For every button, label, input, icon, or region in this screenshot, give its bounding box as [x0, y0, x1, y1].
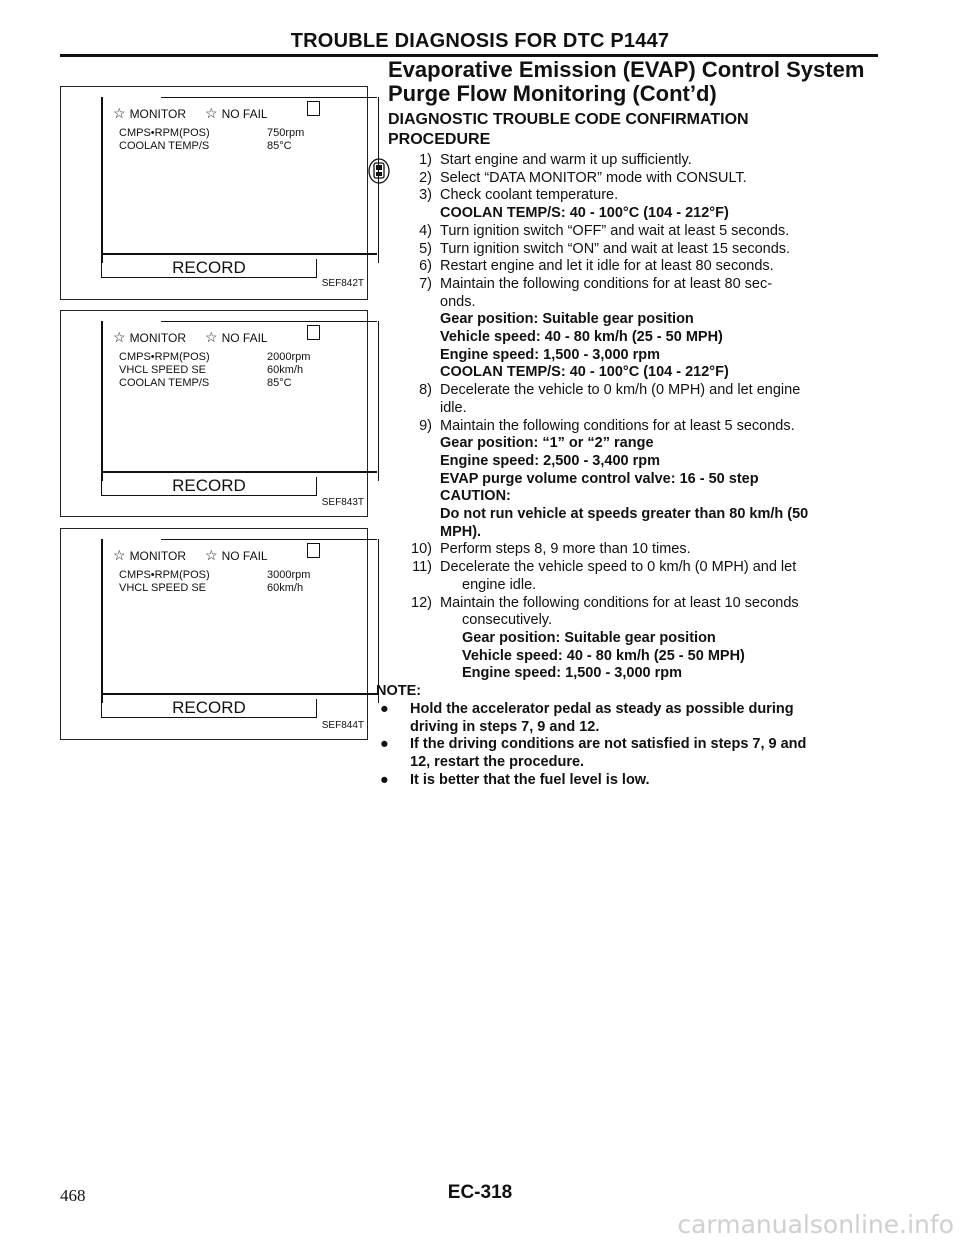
step-2 [388, 170, 888, 188]
step-10 [388, 541, 888, 559]
star-icon: ☆ [113, 329, 126, 345]
item-name: COOLAN TEMP/S [119, 377, 210, 389]
consult-screen-panel-1 [60, 86, 368, 300]
condition-engine-speed: Engine speed: 1,500 - 3,000 rpm [462, 665, 683, 682]
step-number: 4) [419, 222, 432, 239]
page-number: 468 [60, 1186, 86, 1205]
page-code: EC-318 [447, 1182, 513, 1203]
condition-gear: Gear position: Suitable gear position [462, 629, 716, 646]
star-icon: ☆ [205, 105, 218, 121]
consult-tester-icon [368, 158, 390, 184]
step-number: 11) [412, 559, 432, 576]
data-monitor-table [119, 351, 319, 390]
star-icon: ☆ [205, 329, 218, 345]
record-line [101, 253, 377, 255]
step-6 [388, 258, 888, 276]
data-monitor-table [119, 569, 319, 595]
screen-top-line [161, 321, 377, 322]
condition-gear: Gear position: “1” or “2” range [440, 435, 654, 452]
procedure-title [388, 110, 868, 150]
star-icon: ☆ [113, 547, 126, 563]
table-row [119, 364, 319, 377]
step-3 [388, 187, 888, 205]
step-text: Maintain the following conditions for at least 80 sec- [440, 275, 773, 292]
monitor-row [113, 105, 268, 122]
table-row [119, 140, 319, 153]
step-12 [388, 595, 888, 613]
section-title-line2: Purge Flow Monitoring (Cont’d) [388, 81, 717, 106]
step-number: 12) [411, 594, 432, 611]
condition-vehicle-speed: Vehicle speed: 40 - 80 km/h (25 - 50 MPH) [440, 329, 723, 346]
item-name: CMPS•RPM(POS) [119, 127, 210, 139]
record-line [101, 693, 377, 695]
page-header-title: TROUBLE DIAGNOSIS FOR DTC P1447 [290, 30, 670, 52]
monitor-row [113, 547, 268, 564]
note-bullet-2-cont: 12, restart the procedure. [410, 753, 585, 770]
step-text: Perform steps 8, 9 more than 10 times. [440, 541, 691, 558]
step-9 [388, 418, 888, 436]
note-bullet-1-cont: driving in steps 7, 9 and 12. [410, 718, 600, 735]
consult-screen-panel-3 [60, 528, 368, 740]
procedure-steps [376, 152, 888, 789]
procedure-title-line1: DIAGNOSTIC TROUBLE CODE CONFIRMATION [388, 111, 749, 128]
step-7 [388, 276, 888, 294]
step-text: Turn ignition switch “ON” and wait at least 15 seconds. [440, 240, 791, 257]
checkbox-icon [307, 543, 320, 558]
step-8-cont: idle. [440, 399, 467, 416]
monitor-label: MONITOR [129, 107, 187, 121]
star-icon: ☆ [205, 547, 218, 563]
step-text: Start engine and warm it up sufficiently. [440, 152, 692, 168]
step-3-condition: COOLAN TEMP/S: 40 - 100°C (104 - 212°F) [440, 205, 729, 222]
figure-code: SEF844T [321, 720, 364, 731]
figure-code: SEF843T [321, 497, 364, 508]
step-1 [388, 152, 888, 170]
item-value: 60km/h [267, 364, 304, 376]
procedure-title-line2: PROCEDURE [388, 131, 491, 148]
nofail-label: ☆ NO FAIL [205, 105, 268, 121]
step-number: 9) [419, 417, 432, 434]
condition-vehicle-speed: Vehicle speed: 40 - 80 km/h (25 - 50 MPH) [462, 647, 745, 664]
step-11-cont: engine idle. [462, 576, 537, 593]
nofail-label: ☆ NO FAIL [205, 547, 268, 563]
bullet-icon: ● [380, 736, 389, 753]
bullet-text: If the driving conditions are not satisfied in steps 7, 9 and [410, 736, 807, 753]
step-text: Maintain the following conditions for at least 5 seconds. [440, 417, 795, 434]
step-number: 3) [419, 187, 432, 204]
condition-purge-valve: EVAP purge volume control valve: 16 - 50 step [440, 470, 759, 487]
screen-top-line [161, 539, 377, 540]
step-number: 7) [419, 275, 432, 292]
item-value: 85°C [267, 140, 292, 152]
condition-engine-speed: Engine speed: 1,500 - 3,000 rpm [440, 346, 661, 363]
screen-top-line [161, 97, 377, 98]
note-bullet-1 [380, 700, 888, 719]
step-text: Check coolant temperature. [440, 187, 619, 204]
bullet-text: It is better that the fuel level is low. [410, 771, 650, 788]
data-monitor-table [119, 127, 319, 153]
bullet-icon: ● [380, 771, 389, 788]
figure-code: SEF842T [321, 278, 364, 289]
step-7-cont: onds. [440, 293, 476, 310]
section-title [388, 58, 888, 106]
checkbox-icon [307, 325, 320, 340]
step-8 [388, 382, 888, 400]
step-number: 2) [419, 169, 432, 186]
step-5 [388, 241, 888, 259]
step-12-cont: consecutively. [462, 612, 552, 629]
step-text: Turn ignition switch “OFF” and wait at least 5 seconds. [440, 222, 790, 239]
item-name: VHCL SPEED SE [119, 582, 207, 594]
item-value: 85°C [267, 377, 292, 389]
step-text: Select “DATA MONITOR” mode with CONSULT. [440, 169, 747, 186]
monitor-label: MONITOR [129, 331, 187, 345]
step-11 [388, 559, 888, 577]
watermark: carmanualsonline.info [677, 1210, 954, 1239]
step-number: 10) [411, 541, 432, 558]
section-title-line1: Evaporative Emission (EVAP) Control System [388, 57, 865, 82]
record-button[interactable]: RECORD [101, 699, 317, 718]
table-row [119, 127, 319, 140]
item-name: COOLAN TEMP/S [119, 140, 210, 152]
step-4 [388, 223, 888, 241]
caution-text: Do not run vehicle at speeds greater than 80 km/h (50 [440, 506, 809, 523]
caution-label: CAUTION: [440, 488, 511, 505]
condition-engine-speed: Engine speed: 2,500 - 3,400 rpm [440, 452, 661, 469]
consult-screen-panel-2 [60, 310, 368, 517]
step-number: 5) [419, 240, 432, 257]
item-value: 60km/h [267, 582, 304, 594]
step-number: 8) [419, 382, 432, 399]
step-text: Maintain the following conditions for at least 10 seconds [440, 594, 799, 611]
table-row [119, 569, 319, 582]
step-number: 1) [419, 152, 432, 168]
nofail-label: ☆ NO FAIL [205, 329, 268, 345]
record-button[interactable]: RECORD [101, 259, 317, 278]
note-label: NOTE: [376, 683, 422, 700]
table-row [119, 351, 319, 364]
record-line [101, 471, 377, 473]
star-icon: ☆ [113, 105, 126, 121]
item-name: CMPS•RPM(POS) [119, 351, 210, 363]
item-value: 3000rpm [267, 569, 311, 581]
step-text: Decelerate the vehicle to 0 km/h (0 MPH) and let engine [440, 382, 801, 399]
condition-coolant: COOLAN TEMP/S: 40 - 100°C (104 - 212°F) [440, 364, 729, 381]
note-bullet-3 [380, 771, 888, 790]
caution-text-cont: MPH). [440, 523, 482, 540]
record-button[interactable]: RECORD [101, 477, 317, 496]
item-name: CMPS•RPM(POS) [119, 569, 210, 581]
table-row [119, 582, 319, 595]
step-text: Decelerate the vehicle speed to 0 km/h (0 MPH) and let [440, 559, 797, 576]
item-name: VHCL SPEED SE [119, 364, 207, 376]
bullet-icon: ● [380, 700, 389, 717]
bullet-text: Hold the accelerator pedal as steady as possible during [410, 700, 794, 717]
step-number: 6) [419, 258, 432, 275]
checkbox-icon [307, 101, 320, 116]
monitor-row [113, 329, 268, 346]
item-value: 750rpm [267, 127, 305, 139]
note-bullet-2 [380, 736, 888, 754]
step-text: Restart engine and let it idle for at least 80 seconds. [440, 258, 774, 275]
condition-gear: Gear position: Suitable gear position [440, 311, 694, 328]
item-value: 2000rpm [267, 351, 311, 363]
monitor-label: MONITOR [129, 549, 187, 563]
table-row [119, 377, 319, 390]
